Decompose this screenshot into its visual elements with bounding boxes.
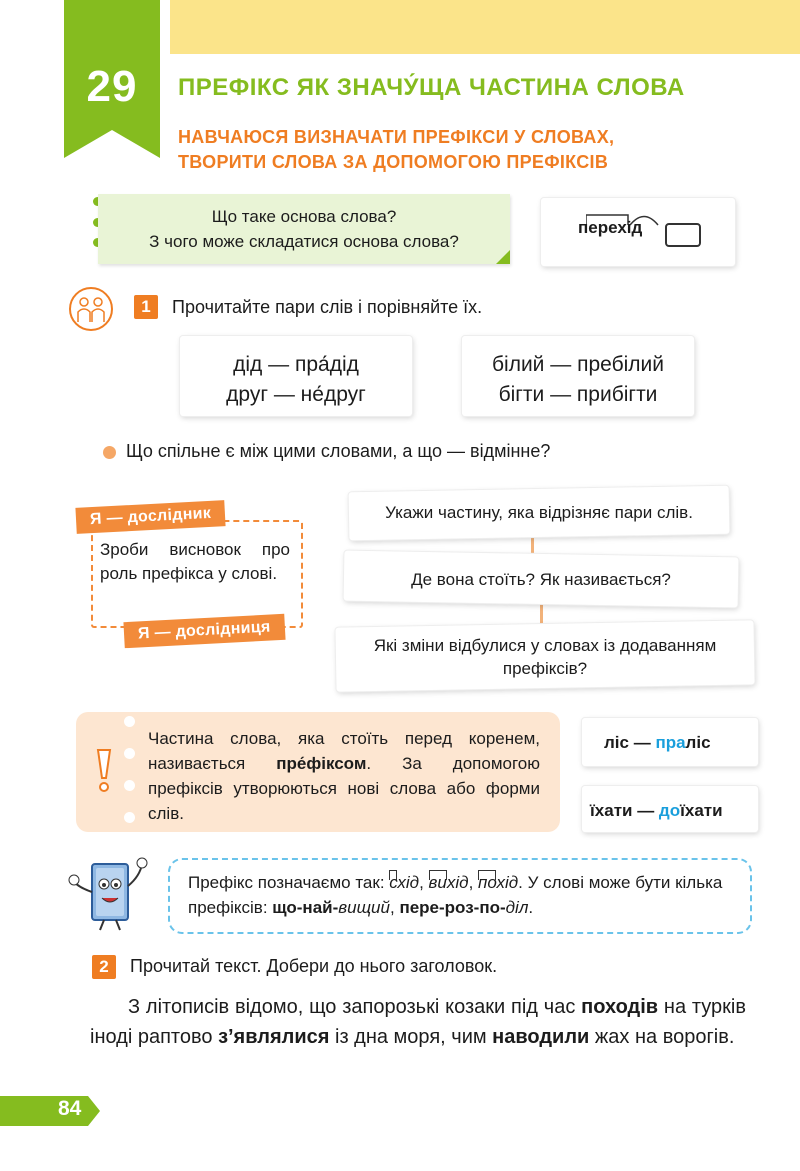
lesson-number: 29 [86,62,138,111]
reading-text: З літописів відомо, що запорозькі козаки під час походів на турків іноді раптово з’являлися із дна моря, чим наводили жах на ворогів. [90,996,747,1048]
guiding-question: Які зміни відбулися у словах із додаванням префіксів? [373,636,717,678]
page-number: 84 [58,1097,82,1120]
task-instruction: Прочитайте пари слів і порівняйте їх. [172,297,483,317]
note-text: Префікс позначаємо так: схід, вихід, похід. У слові може бути кілька префіксів: що-най-вищий, пере-роз-по-діл. [188,870,736,920]
example-word: перехід [578,218,643,237]
book-mascot-icon [66,856,158,936]
task-instruction: Прочитай текст. Добери до нього заголовок. [130,956,498,976]
rule-text: Частина слова, яка стоїть перед коренем, називається пре́фіксом. За допомогою префіксів утворюються нові слова або форми слів. [148,729,541,823]
corner-fold-icon [496,250,510,264]
conclusion-text: Зроби висновок про роль префікса у слові. [100,540,290,583]
prefix-example: їхати — доїхати [590,801,723,820]
bullet-icon [103,446,116,459]
researcher-tag: Я — дослідниця [123,614,285,648]
page-title: ПРЕФІКС ЯК ЗНАЧУ́ЩА ЧАСТИНА СЛОВА [178,74,685,101]
task-number: 2 [92,955,116,979]
guiding-question: Укажи частину, яка відрізняє пари слів. [385,503,693,522]
discussion-question: Що спільне є між цими словами, а що — відмінне? [126,441,551,461]
task-number: 1 [134,295,158,319]
pair-work-icon [68,286,114,332]
exclamation-icon [94,748,114,794]
guiding-question: Де вона стоїть? Як називається? [411,570,671,589]
prefix-example: ліс — праліс [604,733,711,752]
ending-box [665,223,701,247]
lesson-goals: НАВЧАЮСЯ ВИЗНАЧАТИ ПРЕФІКСИ У СЛОВАХ, ТВОРИТИ СЛОВА ЗА ДОПОМОГОЮ ПРЕФІКСІВ [178,127,615,172]
researcher-tag: Я — дослідник [75,500,225,534]
word-pairs-left: дід — пра́дід друг — не́друг [226,353,366,406]
word-pairs-right: білий — пребілий бігти — прибігти [492,353,664,406]
review-questions: Що таке основа слова? З чого може складатися основа слова? [149,207,459,251]
header-band [170,0,800,54]
